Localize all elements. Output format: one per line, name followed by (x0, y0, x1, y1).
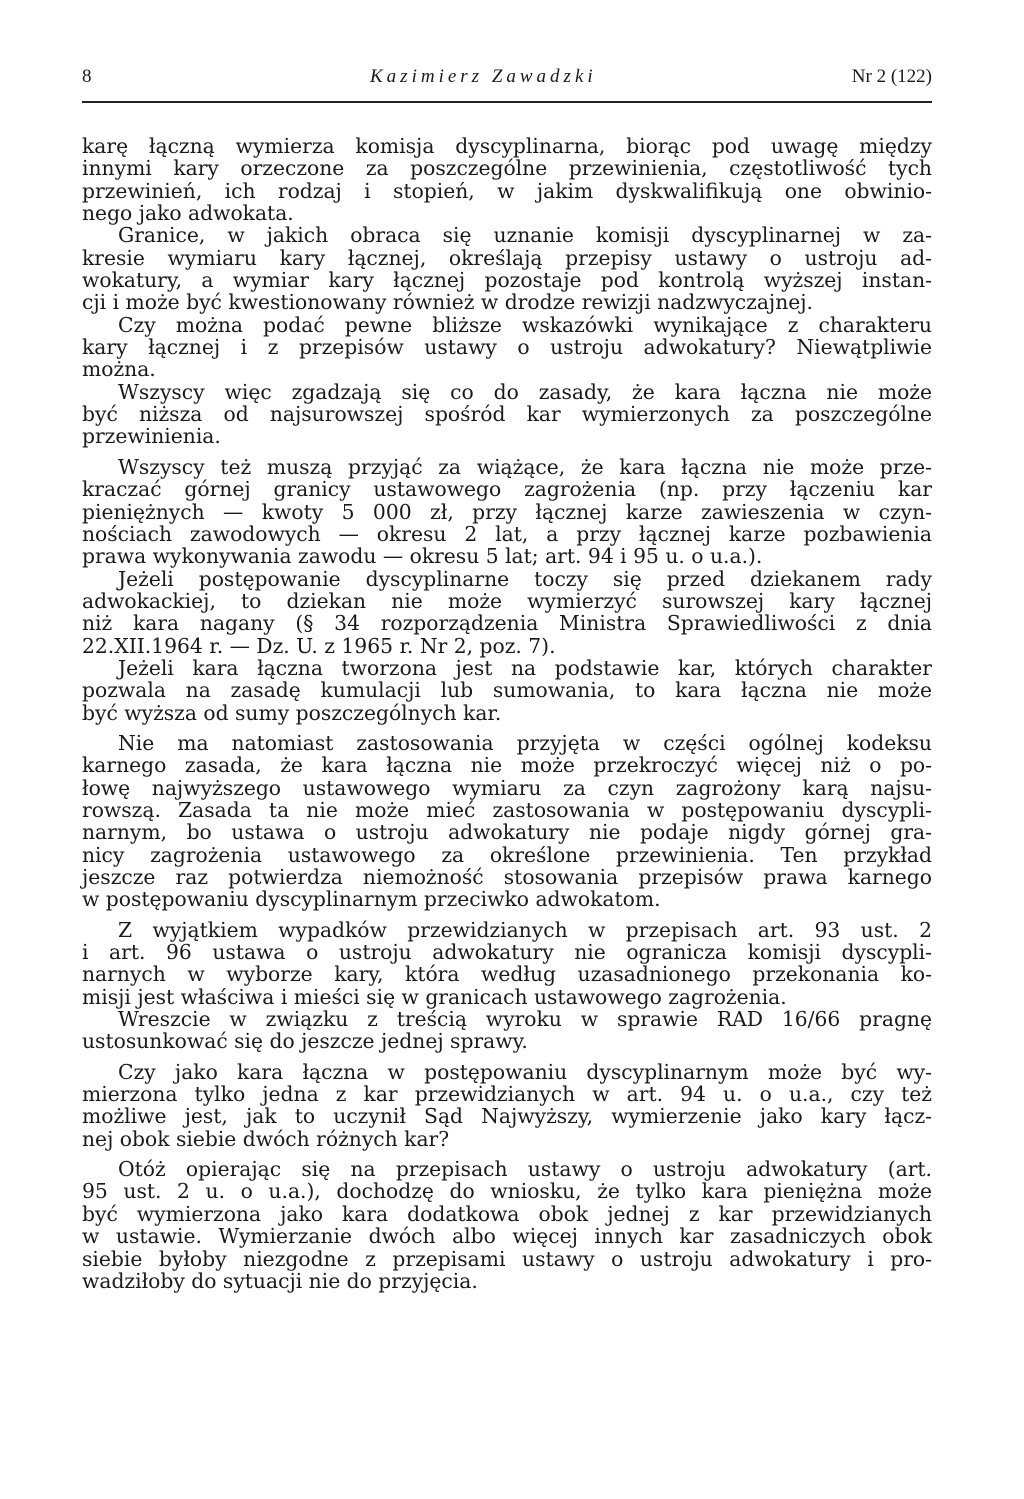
text-line: karę łączną wymierza komisja dyscyplinarna, biorąc pod uwagę między (82, 134, 932, 158)
text-line: pieniężnych — kwoty 5 000 zł, przy łącznej karze zawieszenia w czyn- (82, 499, 932, 524)
text-line: 95 ust. 2 u. o u.a.), dochodzę do wniosku, że tylko kara pieniężna może (82, 1179, 932, 1204)
text-line: Wszyscy też muszą przyjąć za wiążące, że kara łączna nie może prze- (118, 454, 932, 479)
text-line: Wreszcie w związku z treścią wyroku w sprawie RAD 16/66 pragnę (118, 1007, 932, 1032)
paragraph (82, 657, 932, 724)
text-line: nego jako adwokata. (82, 201, 294, 226)
text-line: Granice, w jakich obraca się uznanie komisji dyscyplinarnej w za- (118, 223, 932, 248)
text-line: adwokackiej, to dziekan nie może wymierzyć surowszej kary łącznej (82, 588, 932, 613)
text-line: rowszą. Zasada ta nie może mieć zastosowania w postępowaniu dyscypli- (82, 797, 932, 822)
text-line: misji jest właściwa i mieści się w granicach ustawowego zagrożenia. (82, 984, 787, 1009)
text-line: możliwe jest, jak to uczynił Sąd Najwyższy, wymierzenie jako kary łącz- (82, 1104, 932, 1129)
text-line: ustosunkować się do jeszcze jednej sprawy. (82, 1029, 528, 1054)
paragraph (82, 224, 932, 313)
paragraph (82, 919, 932, 1008)
text-line: Jeżeli kara łączna tworzona jest na podstawie kar, których charakter (118, 655, 932, 680)
text-line: narnych w wyborze kary, która według uzasadnionego przekonania ko- (82, 962, 932, 987)
text-line: wokatury, a wymiar kary łącznej pozostaje pod kontrolą wyższej instan- (82, 268, 932, 293)
text-line: w ustawie. Wymierzanie dwóch albo więcej innych kar zasadniczych obok (82, 1224, 932, 1249)
paragraph (82, 1158, 932, 1292)
text-line: być niższa od najsurowszej spośród kar wymierzonych za poszczególne (82, 402, 932, 427)
page-header (82, 66, 932, 96)
text-line: kresie wymiaru kary łącznej, określają przepisy ustawy o ustroju ad- (82, 245, 932, 270)
header-rule (82, 101, 932, 103)
text-line: Czy jako kara łączna w postępowaniu dyscyplinarnym może być wy- (118, 1059, 932, 1084)
text-line: jeszcze raz potwierdza niemożność stosowania przepisów prawa karnego (82, 865, 932, 889)
paragraph (82, 568, 932, 657)
text-line: wadziłoby do sytuacji nie do przyjęcia. (82, 1268, 478, 1293)
text-line: w postępowaniu dyscyplinarnym przeciwko adwokatom. (82, 887, 661, 912)
text-line: można. (82, 357, 156, 382)
text-line: cji i może być kwestionowany również w drodze rewizji nadzwyczajnej. (82, 290, 814, 315)
body-text (82, 135, 932, 1292)
paragraph (82, 314, 932, 381)
text-line: kary łącznej i z przepisów ustawy o ustroju adwokatury? Niewątpliwie (82, 335, 932, 360)
text-line: 22.XII.1964 r. — Dz. U. z 1965 r. Nr 2, poz. 7). (82, 633, 556, 658)
text-line: siebie byłoby niezgodne z przepisami ustawy o ustroju adwokatury i pro- (82, 1246, 932, 1271)
text-line: przewinień, ich rodzaj i stopień, w jakim dyskwalifikują one obwinio- (82, 178, 932, 203)
text-line: łowę najwyższego ustawowego wymiaru za czyn zagrożony karą najsu- (82, 775, 932, 800)
text-line: prawa wykonywania zawodu — okresu 5 lat; art. 94 i 95 u. o u.a.). (82, 544, 763, 569)
text-line: być wyższa od sumy poszczególnych kar. (82, 700, 502, 725)
issue-number: Nr 2 (122) (851, 66, 932, 87)
text-line: Jeżeli postępowanie dyscyplinarne toczy się przed dziekanem rady (118, 566, 932, 591)
paragraph (82, 1061, 932, 1150)
text-line: kraczać górnej granicy ustawowego zagrożenia (np. przy łączeniu kar (82, 477, 932, 502)
paragraph (82, 456, 932, 568)
text-line: mierzona tylko jedna z kar przewidzianych w art. 94 u. o u.a., czy też (82, 1082, 932, 1107)
running-title: Kazimierz Zawadzki (370, 66, 597, 87)
text-line: karnego zasada, że kara łączna nie może przekroczyć więcej niż o po- (82, 753, 932, 778)
text-line: Otóż opierając się na przepisach ustawy o ustroju adwokatury (art. (118, 1157, 932, 1182)
text-line: narnym, bo ustawa o ustroju adwokatury nie podaje nigdy górnej gra- (82, 820, 932, 845)
text-line: pozwala na zasadę kumulacji lub sumowania, to kara łączna nie może (82, 678, 932, 703)
text-line: i art. 96 ustawa o ustroju adwokatury nie ogranicza komisji dyscypli- (82, 940, 932, 965)
paragraph (82, 135, 932, 224)
text-line: innymi kary orzeczone za poszczególne przewinienia, częstotliwość tych (82, 156, 932, 181)
text-line: przewinienia. (82, 424, 221, 449)
text-line: Czy można podać pewne bliższe wskazówki wynikające z charakteru (118, 312, 932, 337)
text-line: nej obok siebie dwóch różnych kar? (82, 1126, 450, 1151)
paragraph (82, 1008, 932, 1053)
paragraph (82, 381, 932, 448)
text-line: nicy zagrożenia ustawowego za określone przewinienia. Ten przykład (82, 842, 932, 867)
page-number: 8 (82, 66, 92, 87)
text-line: nościach zawodowych — okresu 2 lat, a przy łącznej karze pozbawienia (82, 521, 932, 546)
text-line: niż kara nagany (§ 34 rozporządzenia Ministra Sprawiedliwości z dnia (82, 611, 932, 636)
text-line: Wszyscy więc zgadzają się co do zasady, że kara łączna nie może (118, 379, 932, 404)
text-line: być wymierzona jako kara dodatkowa obok jednej z kar przewidzianych (82, 1201, 932, 1226)
paragraph (82, 732, 932, 911)
text-line: Nie ma natomiast zastosowania przyjęta w części ogólnej kodeksu (118, 730, 932, 755)
text-line: Z wyjątkiem wypadków przewidzianych w przepisach art. 93 ust. 2 (118, 917, 932, 942)
